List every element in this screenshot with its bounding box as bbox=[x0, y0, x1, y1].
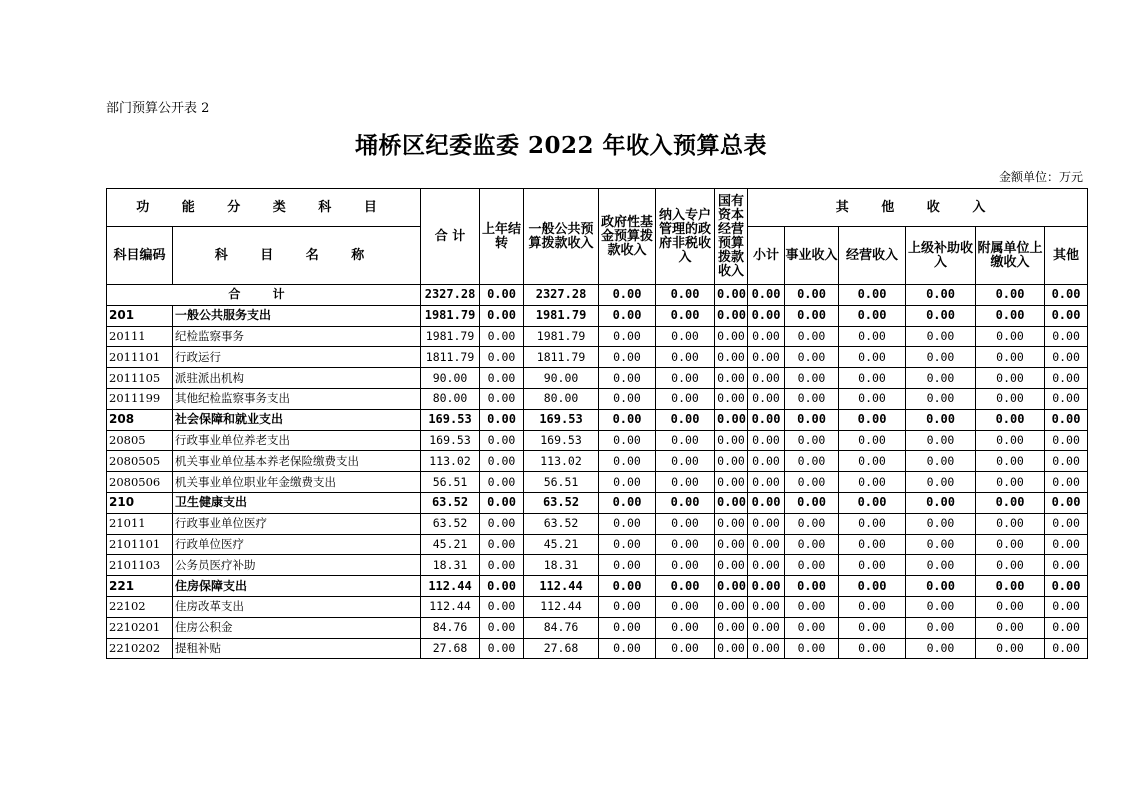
cell-value: 0.00 bbox=[976, 534, 1045, 555]
cell-value: 0.00 bbox=[785, 534, 839, 555]
header-func-class: 功 能 分 类 科 目 bbox=[107, 189, 421, 227]
cell-value: 0.00 bbox=[599, 409, 656, 430]
header-business: 事业收入 bbox=[785, 227, 839, 285]
cell-name: 住房保障支出 bbox=[173, 576, 421, 597]
cell-value: 2327.28 bbox=[524, 285, 599, 306]
cell-value: 0.00 bbox=[480, 576, 524, 597]
header-other-income: 其 他 收 入 bbox=[748, 189, 1088, 227]
cell-value: 0.00 bbox=[715, 513, 748, 534]
cell-value: 0.00 bbox=[715, 388, 748, 409]
cell-value: 0.00 bbox=[976, 596, 1045, 617]
cell-value: 0.00 bbox=[599, 513, 656, 534]
cell-value: 0.00 bbox=[906, 617, 976, 638]
total-label: 合 计 bbox=[107, 285, 421, 306]
cell-value: 0.00 bbox=[839, 638, 906, 659]
header-code: 科目编码 bbox=[107, 227, 173, 285]
cell-value: 0.00 bbox=[839, 492, 906, 513]
header-state-capital: 国有资本经营预算拨款收入 bbox=[715, 189, 748, 285]
table-row bbox=[107, 492, 1088, 513]
cell-name: 提租补贴 bbox=[173, 638, 421, 659]
cell-name: 行政事业单位养老支出 bbox=[173, 430, 421, 451]
header-gov-fund: 政府性基金预算拨款收入 bbox=[599, 189, 656, 285]
cell-value: 0.00 bbox=[785, 513, 839, 534]
cell-value: 0.00 bbox=[785, 472, 839, 493]
cell-code: 2011199 bbox=[107, 388, 173, 409]
cell-value: 0.00 bbox=[656, 492, 715, 513]
cell-value: 0.00 bbox=[906, 368, 976, 389]
cell-value: 0.00 bbox=[839, 430, 906, 451]
cell-value: 0.00 bbox=[839, 555, 906, 576]
cell-value: 0.00 bbox=[748, 617, 785, 638]
cell-value: 0.00 bbox=[1045, 430, 1088, 451]
table-row bbox=[107, 638, 1088, 659]
cell-value: 0.00 bbox=[906, 513, 976, 534]
cell-code: 22102 bbox=[107, 596, 173, 617]
cell-value: 0.00 bbox=[480, 326, 524, 347]
cell-value: 0.00 bbox=[976, 388, 1045, 409]
cell-value: 0.00 bbox=[748, 534, 785, 555]
cell-code: 2101101 bbox=[107, 534, 173, 555]
cell-value: 0.00 bbox=[839, 451, 906, 472]
cell-value: 45.21 bbox=[524, 534, 599, 555]
cell-value: 0.00 bbox=[1045, 451, 1088, 472]
cell-value: 90.00 bbox=[524, 368, 599, 389]
cell-value: 0.00 bbox=[480, 388, 524, 409]
cell-value: 0.00 bbox=[715, 555, 748, 576]
cell-value: 63.52 bbox=[524, 513, 599, 534]
cell-value: 0.00 bbox=[599, 534, 656, 555]
cell-value: 0.00 bbox=[839, 472, 906, 493]
cell-value: 0.00 bbox=[1045, 555, 1088, 576]
header-name: 科 目 名 称 bbox=[173, 227, 421, 285]
cell-name: 其他纪检监察事务支出 bbox=[173, 388, 421, 409]
cell-value: 0.00 bbox=[656, 451, 715, 472]
cell-value: 0.00 bbox=[906, 492, 976, 513]
cell-value: 0.00 bbox=[839, 409, 906, 430]
cell-value: 0.00 bbox=[599, 492, 656, 513]
cell-value: 0.00 bbox=[906, 430, 976, 451]
cell-name: 住房公积金 bbox=[173, 617, 421, 638]
cell-value: 84.76 bbox=[421, 617, 480, 638]
cell-value: 0.00 bbox=[976, 576, 1045, 597]
cell-value: 0.00 bbox=[715, 409, 748, 430]
cell-value: 0.00 bbox=[906, 638, 976, 659]
cell-value: 56.51 bbox=[421, 472, 480, 493]
cell-value: 0.00 bbox=[976, 347, 1045, 368]
cell-value: 0.00 bbox=[715, 534, 748, 555]
cell-value: 0.00 bbox=[1045, 534, 1088, 555]
table-row bbox=[107, 430, 1088, 451]
cell-value: 0.00 bbox=[906, 451, 976, 472]
table-row bbox=[107, 513, 1088, 534]
cell-value: 0.00 bbox=[656, 388, 715, 409]
cell-code: 2101103 bbox=[107, 555, 173, 576]
cell-code: 221 bbox=[107, 576, 173, 597]
cell-value: 0.00 bbox=[656, 368, 715, 389]
cell-value: 1981.79 bbox=[421, 305, 480, 326]
cell-value: 0.00 bbox=[748, 596, 785, 617]
cell-value: 0.00 bbox=[715, 285, 748, 306]
cell-value: 0.00 bbox=[906, 326, 976, 347]
table-row bbox=[107, 451, 1088, 472]
header-operating: 经营收入 bbox=[839, 227, 906, 285]
cell-value: 0.00 bbox=[785, 430, 839, 451]
cell-value: 0.00 bbox=[1045, 326, 1088, 347]
cell-value: 0.00 bbox=[480, 451, 524, 472]
cell-value: 0.00 bbox=[599, 576, 656, 597]
cell-value: 113.02 bbox=[421, 451, 480, 472]
cell-value: 0.00 bbox=[656, 305, 715, 326]
table-row bbox=[107, 576, 1088, 597]
cell-value: 0.00 bbox=[748, 347, 785, 368]
cell-value: 27.68 bbox=[421, 638, 480, 659]
cell-value: 90.00 bbox=[421, 368, 480, 389]
cell-value: 0.00 bbox=[480, 285, 524, 306]
cell-value: 0.00 bbox=[976, 638, 1045, 659]
cell-value: 0.00 bbox=[906, 472, 976, 493]
cell-value: 0.00 bbox=[1045, 368, 1088, 389]
cell-value: 0.00 bbox=[976, 409, 1045, 430]
cell-value: 0.00 bbox=[1045, 492, 1088, 513]
cell-value: 0.00 bbox=[976, 492, 1045, 513]
cell-value: 0.00 bbox=[1045, 472, 1088, 493]
cell-value: 0.00 bbox=[656, 326, 715, 347]
cell-value: 0.00 bbox=[785, 368, 839, 389]
cell-code: 210 bbox=[107, 492, 173, 513]
cell-value: 45.21 bbox=[421, 534, 480, 555]
header-total: 合 计 bbox=[421, 189, 480, 285]
cell-value: 0.00 bbox=[785, 285, 839, 306]
cell-name: 行政单位医疗 bbox=[173, 534, 421, 555]
cell-code: 21011 bbox=[107, 513, 173, 534]
cell-value: 56.51 bbox=[524, 472, 599, 493]
cell-value: 169.53 bbox=[421, 409, 480, 430]
cell-value: 0.00 bbox=[599, 472, 656, 493]
cell-value: 0.00 bbox=[748, 513, 785, 534]
cell-value: 0.00 bbox=[480, 409, 524, 430]
cell-value: 0.00 bbox=[976, 472, 1045, 493]
cell-value: 1811.79 bbox=[524, 347, 599, 368]
cell-value: 0.00 bbox=[656, 409, 715, 430]
cell-value: 0.00 bbox=[599, 638, 656, 659]
cell-value: 0.00 bbox=[785, 555, 839, 576]
cell-value: 0.00 bbox=[748, 326, 785, 347]
cell-value: 0.00 bbox=[785, 638, 839, 659]
document-label: 部门预算公开表 2 bbox=[106, 101, 210, 116]
cell-name: 住房改革支出 bbox=[173, 596, 421, 617]
cell-value: 0.00 bbox=[906, 409, 976, 430]
cell-value: 0.00 bbox=[480, 638, 524, 659]
cell-value: 0.00 bbox=[1045, 617, 1088, 638]
cell-value: 84.76 bbox=[524, 617, 599, 638]
table-row bbox=[107, 617, 1088, 638]
table-row bbox=[107, 347, 1088, 368]
cell-value: 27.68 bbox=[524, 638, 599, 659]
cell-value: 0.00 bbox=[656, 285, 715, 306]
cell-value: 0.00 bbox=[785, 451, 839, 472]
cell-value: 0.00 bbox=[785, 617, 839, 638]
cell-value: 0.00 bbox=[715, 368, 748, 389]
cell-value: 0.00 bbox=[785, 492, 839, 513]
cell-value: 0.00 bbox=[839, 513, 906, 534]
cell-value: 0.00 bbox=[1045, 576, 1088, 597]
cell-code: 2011105 bbox=[107, 368, 173, 389]
cell-value: 0.00 bbox=[599, 347, 656, 368]
cell-value: 0.00 bbox=[748, 555, 785, 576]
cell-value: 0.00 bbox=[748, 430, 785, 451]
cell-value: 0.00 bbox=[906, 388, 976, 409]
cell-value: 0.00 bbox=[906, 285, 976, 306]
cell-name: 纪检监察事务 bbox=[173, 326, 421, 347]
cell-value: 0.00 bbox=[715, 492, 748, 513]
cell-value: 0.00 bbox=[839, 596, 906, 617]
cell-value: 0.00 bbox=[976, 617, 1045, 638]
cell-value: 0.00 bbox=[1045, 347, 1088, 368]
budget-table bbox=[106, 188, 1088, 659]
cell-value: 0.00 bbox=[480, 472, 524, 493]
cell-value: 0.00 bbox=[715, 347, 748, 368]
cell-value: 0.00 bbox=[785, 388, 839, 409]
cell-value: 0.00 bbox=[785, 305, 839, 326]
cell-value: 0.00 bbox=[748, 285, 785, 306]
cell-code: 2210202 bbox=[107, 638, 173, 659]
cell-code: 2080506 bbox=[107, 472, 173, 493]
cell-value: 63.52 bbox=[421, 513, 480, 534]
cell-value: 112.44 bbox=[524, 596, 599, 617]
cell-value: 0.00 bbox=[906, 555, 976, 576]
cell-value: 0.00 bbox=[785, 409, 839, 430]
cell-value: 0.00 bbox=[715, 576, 748, 597]
cell-value: 0.00 bbox=[715, 472, 748, 493]
cell-value: 0.00 bbox=[599, 285, 656, 306]
cell-value: 0.00 bbox=[839, 617, 906, 638]
cell-value: 0.00 bbox=[656, 472, 715, 493]
cell-code: 201 bbox=[107, 305, 173, 326]
cell-value: 0.00 bbox=[599, 368, 656, 389]
header-subtotal: 小计 bbox=[748, 227, 785, 285]
cell-value: 0.00 bbox=[1045, 638, 1088, 659]
cell-name: 行政运行 bbox=[173, 347, 421, 368]
cell-value: 0.00 bbox=[748, 388, 785, 409]
header-other: 其他 bbox=[1045, 227, 1088, 285]
cell-code: 208 bbox=[107, 409, 173, 430]
cell-name: 公务员医疗补助 bbox=[173, 555, 421, 576]
cell-value: 0.00 bbox=[656, 617, 715, 638]
page-title: 埇桥区纪委监委 2022 年收入预算总表 bbox=[354, 132, 768, 159]
cell-value: 169.53 bbox=[524, 409, 599, 430]
cell-value: 63.52 bbox=[524, 492, 599, 513]
table-header bbox=[107, 189, 1088, 285]
cell-value: 0.00 bbox=[976, 555, 1045, 576]
cell-value: 80.00 bbox=[524, 388, 599, 409]
cell-code: 20111 bbox=[107, 326, 173, 347]
cell-value: 0.00 bbox=[1045, 513, 1088, 534]
cell-value: 0.00 bbox=[1045, 285, 1088, 306]
cell-value: 0.00 bbox=[599, 596, 656, 617]
cell-value: 112.44 bbox=[524, 576, 599, 597]
unit-note: 金额单位：万元 bbox=[998, 170, 1083, 184]
cell-value: 0.00 bbox=[1045, 409, 1088, 430]
cell-value: 0.00 bbox=[976, 326, 1045, 347]
cell-value: 112.44 bbox=[421, 596, 480, 617]
cell-value: 2327.28 bbox=[421, 285, 480, 306]
cell-value: 0.00 bbox=[599, 555, 656, 576]
cell-value: 0.00 bbox=[715, 596, 748, 617]
cell-value: 0.00 bbox=[839, 368, 906, 389]
table-row bbox=[107, 534, 1088, 555]
cell-value: 0.00 bbox=[906, 596, 976, 617]
cell-value: 1981.79 bbox=[524, 326, 599, 347]
cell-value: 0.00 bbox=[656, 638, 715, 659]
cell-value: 0.00 bbox=[715, 305, 748, 326]
cell-code: 20805 bbox=[107, 430, 173, 451]
cell-value: 0.00 bbox=[599, 305, 656, 326]
cell-value: 0.00 bbox=[976, 513, 1045, 534]
cell-value: 0.00 bbox=[480, 368, 524, 389]
cell-value: 0.00 bbox=[839, 326, 906, 347]
cell-value: 0.00 bbox=[976, 430, 1045, 451]
cell-value: 0.00 bbox=[715, 451, 748, 472]
table-row bbox=[107, 388, 1088, 409]
cell-value: 1981.79 bbox=[421, 326, 480, 347]
cell-value: 0.00 bbox=[839, 534, 906, 555]
cell-value: 0.00 bbox=[656, 347, 715, 368]
cell-value: 0.00 bbox=[480, 617, 524, 638]
cell-value: 0.00 bbox=[906, 305, 976, 326]
cell-value: 0.00 bbox=[748, 638, 785, 659]
table-row bbox=[107, 326, 1088, 347]
cell-value: 0.00 bbox=[715, 638, 748, 659]
cell-value: 0.00 bbox=[785, 326, 839, 347]
header-carryover: 上年结转 bbox=[480, 189, 524, 285]
table-row bbox=[107, 305, 1088, 326]
cell-value: 1981.79 bbox=[524, 305, 599, 326]
cell-value: 0.00 bbox=[839, 576, 906, 597]
cell-value: 0.00 bbox=[480, 534, 524, 555]
cell-code: 2080505 bbox=[107, 451, 173, 472]
cell-value: 0.00 bbox=[976, 305, 1045, 326]
cell-value: 0.00 bbox=[599, 451, 656, 472]
cell-value: 80.00 bbox=[421, 388, 480, 409]
cell-value: 0.00 bbox=[748, 451, 785, 472]
cell-value: 0.00 bbox=[480, 305, 524, 326]
cell-value: 0.00 bbox=[480, 492, 524, 513]
cell-value: 0.00 bbox=[785, 576, 839, 597]
cell-value: 0.00 bbox=[656, 430, 715, 451]
cell-value: 0.00 bbox=[656, 513, 715, 534]
cell-value: 0.00 bbox=[1045, 388, 1088, 409]
cell-value: 0.00 bbox=[839, 305, 906, 326]
cell-value: 0.00 bbox=[599, 430, 656, 451]
cell-value: 0.00 bbox=[976, 451, 1045, 472]
table-row bbox=[107, 555, 1088, 576]
cell-name: 社会保障和就业支出 bbox=[173, 409, 421, 430]
cell-value: 0.00 bbox=[785, 347, 839, 368]
header-special-nontax: 纳入专户管理的政府非税收入 bbox=[656, 189, 715, 285]
cell-value: 169.53 bbox=[524, 430, 599, 451]
cell-name: 行政事业单位医疗 bbox=[173, 513, 421, 534]
header-general-budget: 一般公共预算拨款收入 bbox=[524, 189, 599, 285]
cell-name: 卫生健康支出 bbox=[173, 492, 421, 513]
cell-value: 0.00 bbox=[480, 596, 524, 617]
cell-value: 18.31 bbox=[524, 555, 599, 576]
cell-name: 派驻派出机构 bbox=[173, 368, 421, 389]
cell-value: 0.00 bbox=[906, 576, 976, 597]
cell-value: 0.00 bbox=[656, 576, 715, 597]
cell-value: 0.00 bbox=[748, 576, 785, 597]
cell-value: 0.00 bbox=[480, 513, 524, 534]
table-row bbox=[107, 409, 1088, 430]
header-superior-subsidy: 上级补助收入 bbox=[906, 227, 976, 285]
cell-value: 0.00 bbox=[748, 368, 785, 389]
cell-value: 0.00 bbox=[715, 430, 748, 451]
cell-value: 0.00 bbox=[906, 534, 976, 555]
cell-value: 0.00 bbox=[715, 617, 748, 638]
table-row bbox=[107, 596, 1088, 617]
cell-value: 0.00 bbox=[748, 409, 785, 430]
cell-value: 113.02 bbox=[524, 451, 599, 472]
cell-value: 0.00 bbox=[976, 285, 1045, 306]
cell-value: 63.52 bbox=[421, 492, 480, 513]
cell-value: 169.53 bbox=[421, 430, 480, 451]
cell-value: 18.31 bbox=[421, 555, 480, 576]
cell-value: 0.00 bbox=[599, 617, 656, 638]
cell-value: 0.00 bbox=[839, 285, 906, 306]
cell-value: 1811.79 bbox=[421, 347, 480, 368]
cell-value: 0.00 bbox=[748, 305, 785, 326]
table-row bbox=[107, 368, 1088, 389]
cell-value: 0.00 bbox=[599, 326, 656, 347]
cell-value: 0.00 bbox=[748, 472, 785, 493]
cell-value: 0.00 bbox=[480, 430, 524, 451]
cell-value: 0.00 bbox=[656, 555, 715, 576]
cell-value: 0.00 bbox=[748, 492, 785, 513]
header-affiliated: 附属单位上缴收入 bbox=[976, 227, 1045, 285]
total-row bbox=[107, 285, 1088, 306]
cell-name: 机关事业单位职业年金缴费支出 bbox=[173, 472, 421, 493]
cell-value: 0.00 bbox=[715, 326, 748, 347]
cell-value: 0.00 bbox=[1045, 596, 1088, 617]
table-body bbox=[107, 285, 1088, 659]
cell-name: 机关事业单位基本养老保险缴费支出 bbox=[173, 451, 421, 472]
cell-value: 0.00 bbox=[599, 388, 656, 409]
cell-name: 一般公共服务支出 bbox=[173, 305, 421, 326]
cell-code: 2210201 bbox=[107, 617, 173, 638]
cell-value: 0.00 bbox=[656, 596, 715, 617]
cell-value: 0.00 bbox=[1045, 305, 1088, 326]
cell-value: 0.00 bbox=[839, 388, 906, 409]
cell-value: 0.00 bbox=[480, 347, 524, 368]
cell-value: 0.00 bbox=[480, 555, 524, 576]
cell-value: 0.00 bbox=[906, 347, 976, 368]
cell-code: 2011101 bbox=[107, 347, 173, 368]
cell-value: 0.00 bbox=[785, 596, 839, 617]
cell-value: 0.00 bbox=[839, 347, 906, 368]
cell-value: 112.44 bbox=[421, 576, 480, 597]
table-row bbox=[107, 472, 1088, 493]
cell-value: 0.00 bbox=[976, 368, 1045, 389]
cell-value: 0.00 bbox=[656, 534, 715, 555]
